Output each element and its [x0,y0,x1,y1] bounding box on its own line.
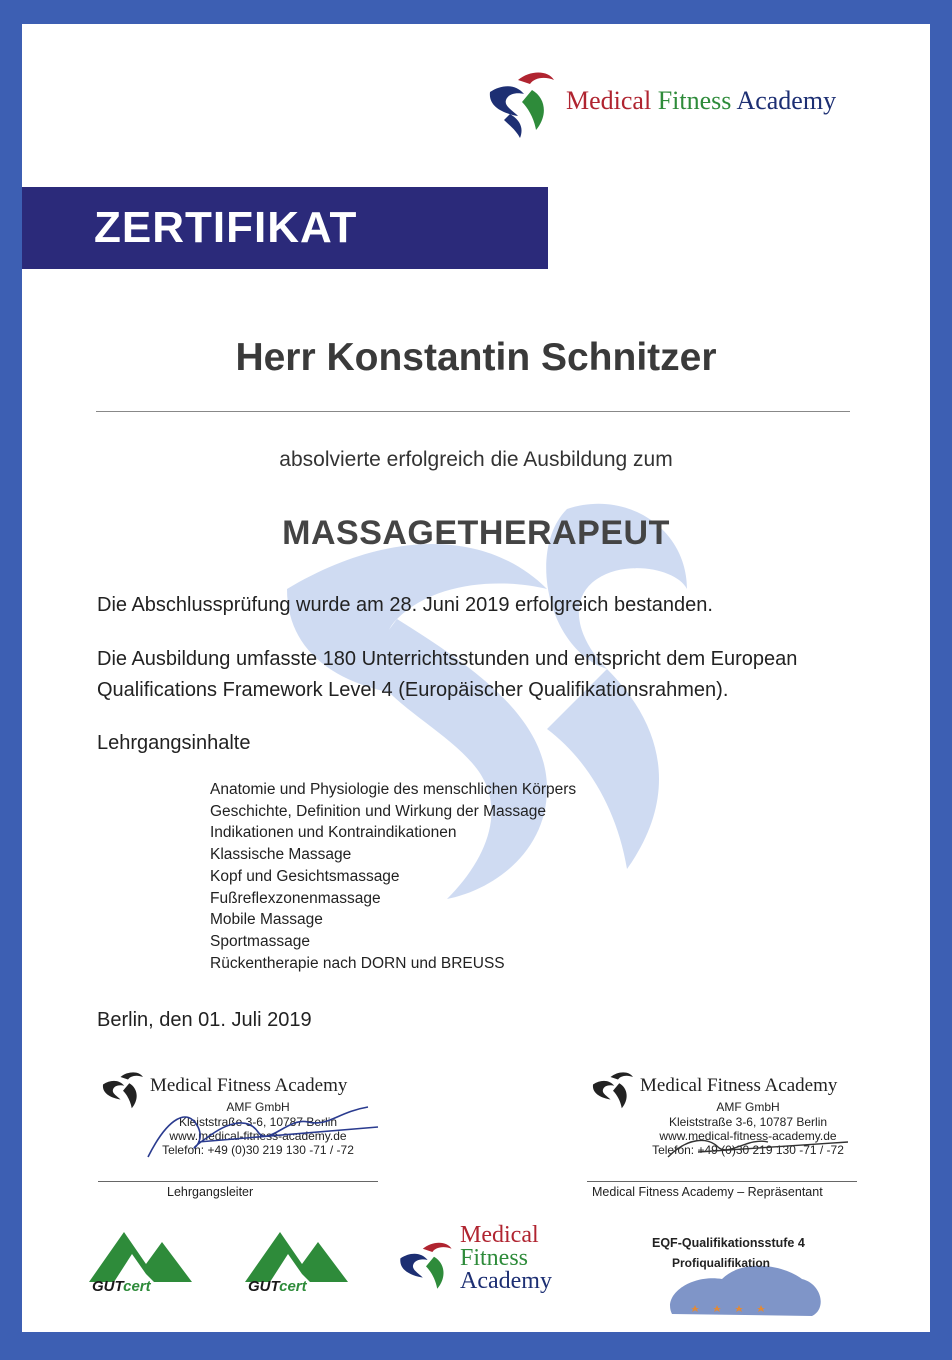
list-item: Klassische Massage [210,846,352,864]
footer-word-academy: Academy [460,1268,552,1294]
certificate-title: ZERTIFIKAT [94,203,358,252]
list-item: Mobile Massage [210,911,323,929]
list-item: Rückentherapie nach DORN und BREUSS [210,954,505,972]
contents-heading: Lehrgangsinhalte [97,732,251,754]
eqf-badge [652,1236,832,1326]
stamp-name: Medical Fitness Academy [640,1075,838,1096]
stamp-emblem-icon [588,1067,638,1117]
stamp-company: AMF GmbH [226,1100,290,1114]
footer-academy-name [460,1224,552,1293]
brand-word-academy: Academy [736,86,837,115]
gutcert-text: GUTcert [248,1278,307,1295]
signature-line-left [98,1181,378,1182]
footer-academy-logo [394,1224,594,1314]
stamp-web: www.medical-fitness-academy.de [659,1129,837,1143]
academy-emblem-icon [394,1236,458,1300]
brand-word-medical: Medical [566,86,652,115]
recipient-name: Herr Konstantin Schnitzer [235,336,717,379]
list-item: Kopf und Gesichtsmassage [210,867,400,885]
course-contents-list [210,779,576,974]
footer-word-medical: Medical [460,1222,539,1248]
signature-right [648,1107,908,1177]
stamp-right [588,1067,888,1177]
stamp-address: Kleiststraße 3-6, 10787 Berlin [668,1115,828,1129]
stamp-left [98,1067,398,1177]
academy-emblem-icon [482,64,562,144]
gutcert-logo-a [84,1224,194,1304]
signature-caption-left: Lehrgangsleiter [167,1185,254,1199]
gutcert-text: GUTcert [92,1278,151,1295]
stamp-phone: Telefon: +49 (0)30 219 130 -71 / -72 [162,1143,354,1157]
brand-word-fitness: Fitness [657,86,732,115]
list-item: Anatomie und Physiologie des menschlichen Körpers [210,781,577,798]
gutcert-logo-b [240,1224,350,1304]
gutcert-mountain-icon [240,1224,350,1284]
header-brand-name [566,86,836,116]
stamp-address: Kleiststraße 3-6, 10787 Berlin [178,1115,338,1129]
list-item: Geschichte, Definition und Wirkung der Massage [210,802,546,820]
title-banner [22,187,548,269]
course-title: MASSAGETHERAPEUT [282,514,670,552]
signature-caption-right: Medical Fitness Academy – Repräsentant [592,1185,823,1199]
footer-word-fitness: Fitness [460,1245,529,1271]
name-divider [96,411,850,412]
intro-text: absolvierte erfolgreich die Ausbildung zum [279,448,673,471]
eqf-subtitle: Profiqualifikation [672,1256,771,1270]
stamp-company: AMF GmbH [716,1100,780,1114]
header-logo [482,64,902,144]
stamp-web: www.medical-fitness-academy.de [169,1129,347,1143]
place-date: Berlin, den 01. Juli 2019 [97,1009,312,1031]
list-item: Fußreflexzonenmassage [210,889,381,907]
eqf-title: EQF-Qualifikationsstufe 4 [652,1236,805,1250]
stamp-name: Medical Fitness Academy [150,1075,348,1096]
signature-left [138,1097,398,1167]
gutcert-mountain-icon [84,1224,194,1284]
exam-statement: Die Abschlussprüfung wurde am 28. Juni 2019 erfolgreich bestanden. [97,594,713,616]
list-item: Sportmassage [210,932,310,950]
framework-statement: Die Ausbildung umfasste 180 Unterrichtsstunden und entspricht dem European Qualifications Framework Level 4 (Europäischer Qualifikationsrahmen). [97,648,798,701]
stamp-phone: Telefon: +49 (0)30 219 130 -71 / -72 [652,1143,844,1157]
certificate-paper [22,24,930,1332]
list-item: Indikationen und Kontraindikationen [210,824,457,842]
signature-line-right [587,1181,857,1182]
